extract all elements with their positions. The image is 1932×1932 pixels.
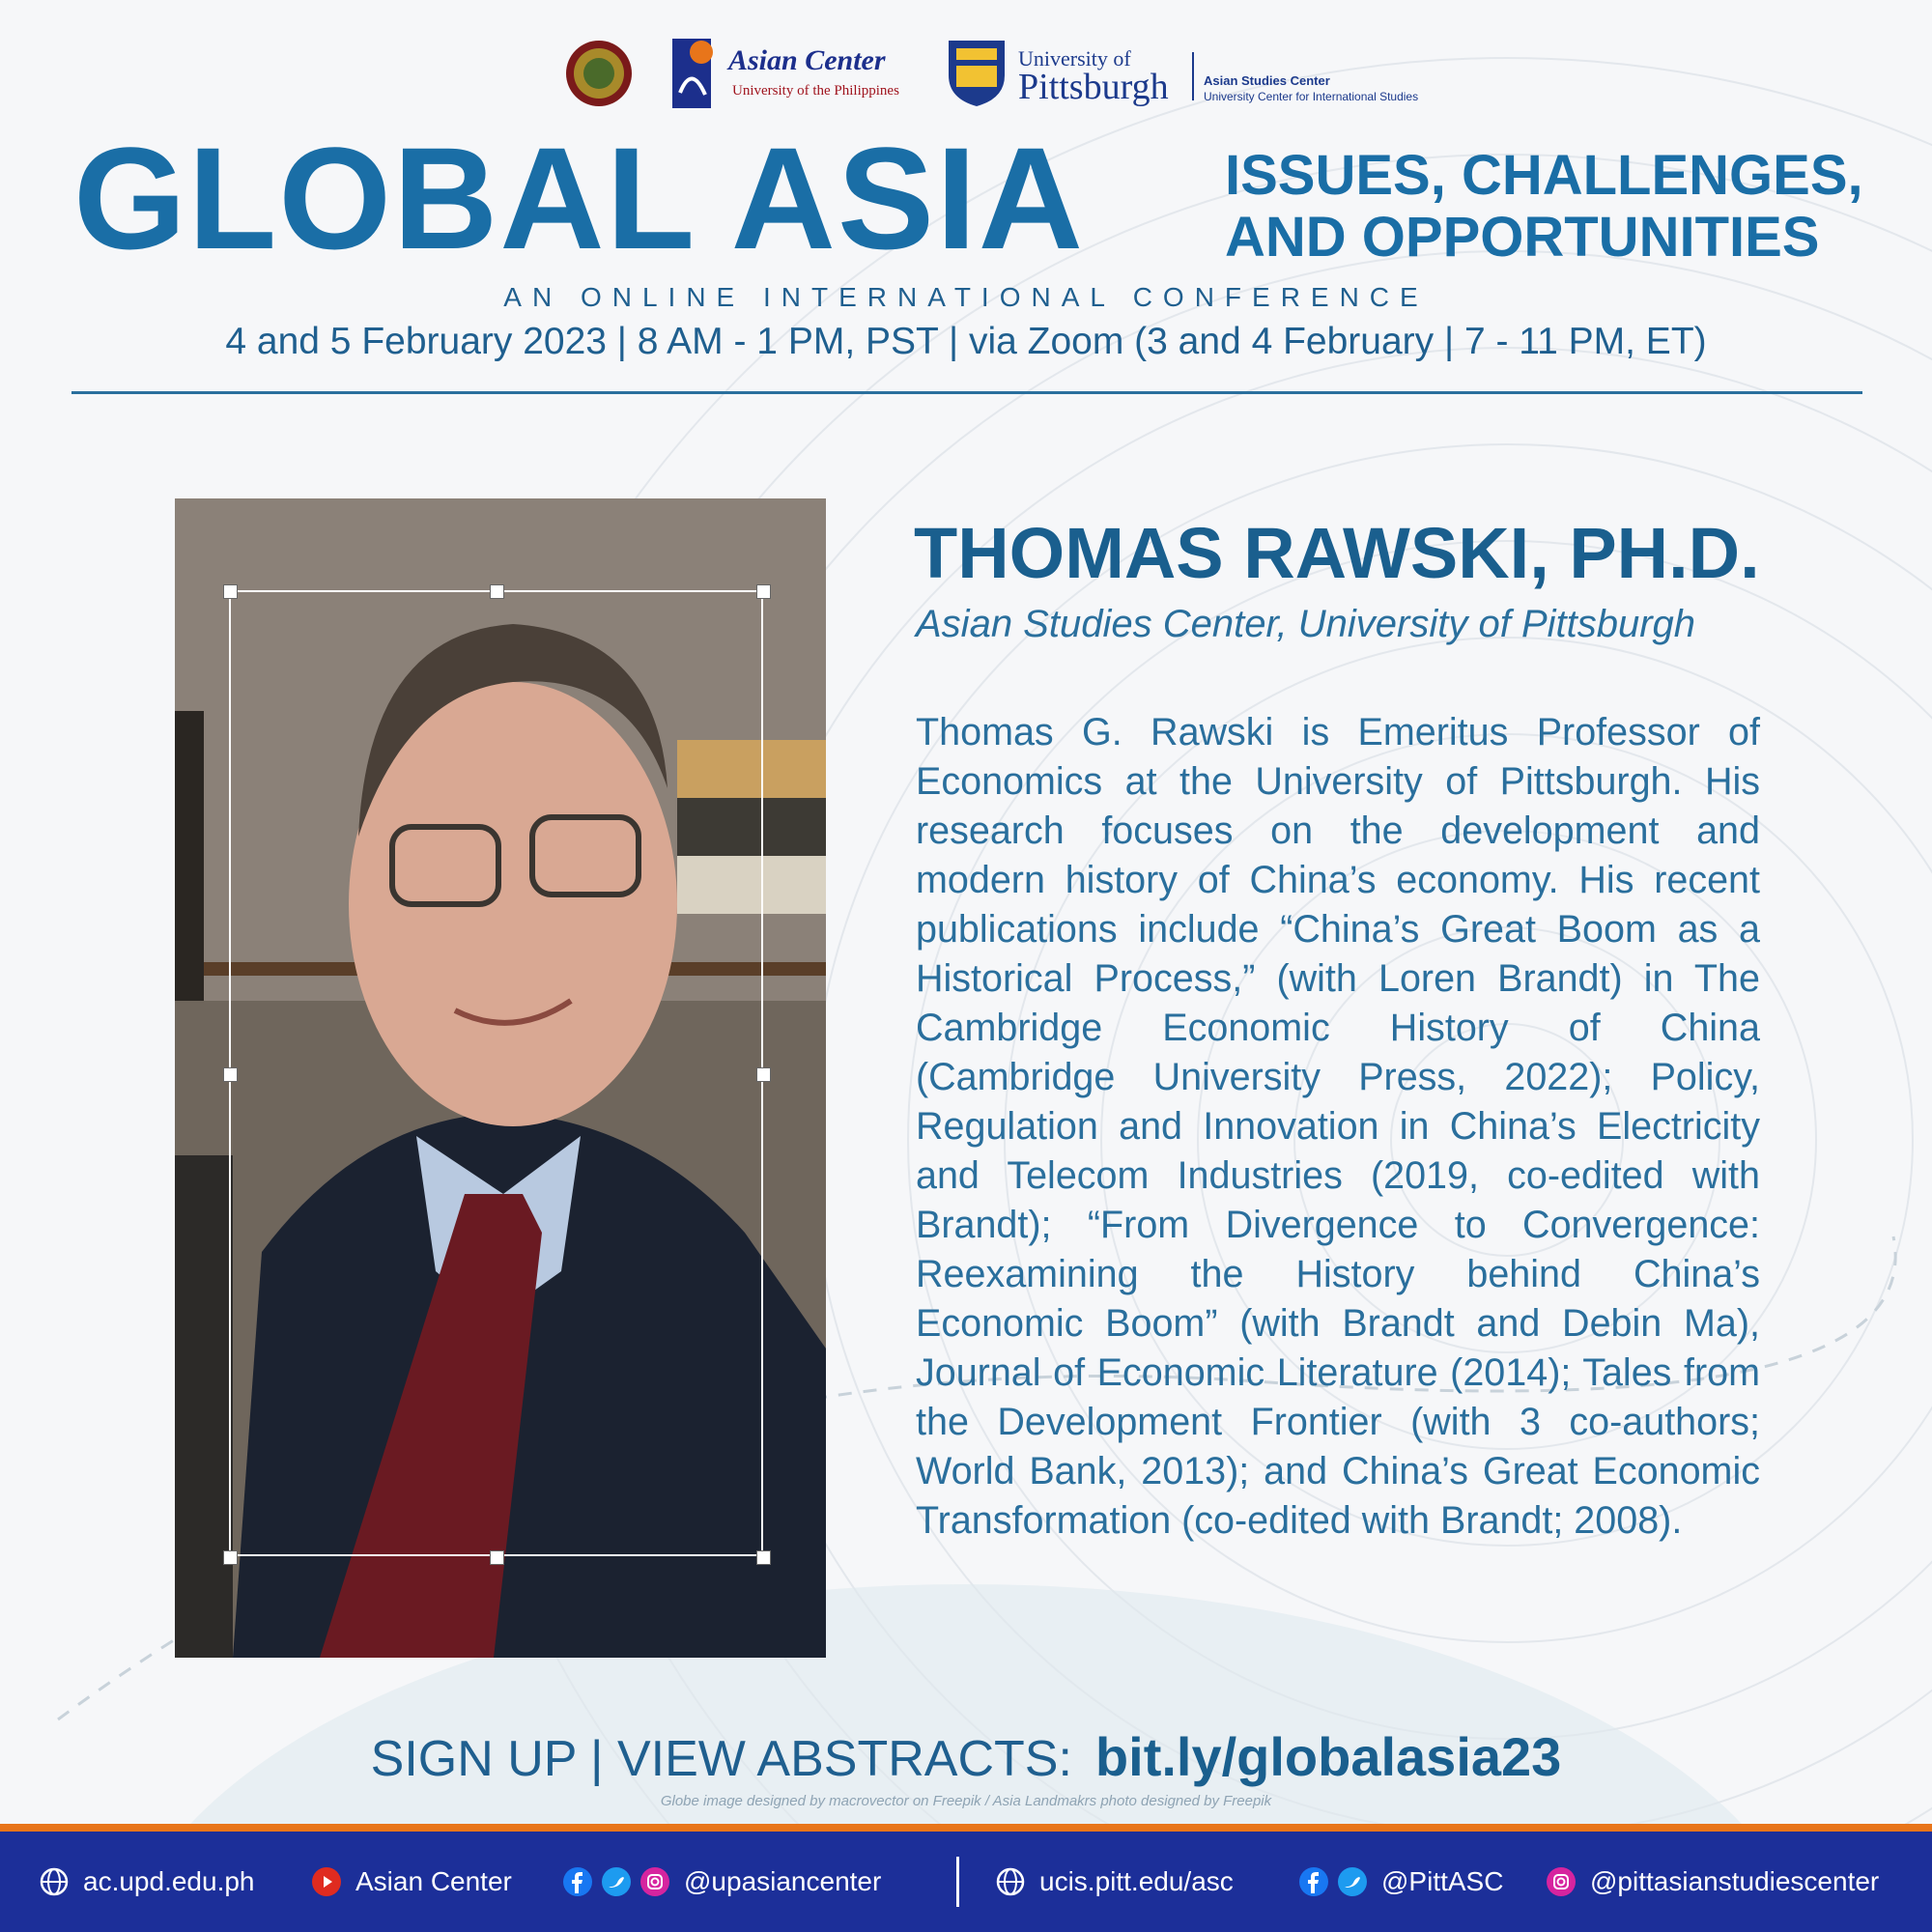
speaker-affiliation: Asian Studies Center, University of Pittsburgh — [916, 603, 1696, 645]
pitt-name: Pittsburgh — [1018, 67, 1169, 107]
footer-ac-website[interactable] — [39, 1864, 255, 1899]
speaker-name: THOMAS RAWSKI, PH.D. — [914, 513, 1760, 593]
crop-handle-middle-right[interactable] — [756, 1067, 771, 1082]
facebook-icon — [562, 1866, 593, 1897]
subtitle-line-2: AND OPPORTUNITIES — [1225, 206, 1820, 269]
footer-accent-bar — [0, 1824, 1932, 1832]
pitt-crest-icon — [947, 37, 1007, 108]
footer-pitt-website[interactable] — [995, 1864, 1234, 1899]
crop-selection-frame[interactable] — [229, 590, 763, 1556]
asian-center-logo — [672, 35, 914, 112]
footer-pitt-social[interactable] — [1298, 1864, 1503, 1899]
footer-separator — [956, 1857, 959, 1907]
conference-subtitle — [1225, 145, 1863, 269]
pitt-website-label: ucis.pitt.edu/asc — [1039, 1866, 1234, 1896]
pitt-center-name: Asian Studies Center — [1204, 73, 1330, 88]
conference-type: AN ONLINE INTERNATIONAL CONFERENCE — [503, 282, 1429, 312]
ac-website-label: ac.upd.edu.ph — [83, 1866, 255, 1896]
logo-bar — [0, 35, 1932, 114]
conference-title: GLOBAL ASIA — [73, 117, 1086, 279]
footer-ac-social[interactable] — [562, 1864, 881, 1899]
crop-handle-middle-left[interactable] — [223, 1067, 238, 1082]
asian-center-mark — [672, 35, 723, 112]
crop-handle-top-center[interactable] — [490, 584, 504, 599]
crop-handle-top-right[interactable] — [756, 584, 771, 599]
pitt-handle-label: @PittASC — [1381, 1866, 1504, 1896]
globe-icon — [39, 1866, 70, 1897]
crop-handle-top-left[interactable] — [223, 584, 238, 599]
up-seal-logo — [564, 39, 634, 108]
pitt-logo — [947, 37, 1468, 114]
asian-center-name: Asian Center — [728, 44, 886, 76]
footer-pitt-instagram[interactable] — [1546, 1864, 1879, 1899]
instagram-icon — [1546, 1866, 1577, 1897]
asian-center-subtitle: University of the Philippines — [732, 83, 899, 99]
speaker-bio: Thomas G. Rawski is Emeritus Professor of Economics at the University of Pittsburgh. His research focuses on the development and modern history of China’s economy. His recent publications include “China’s Great Boom as a Historical Process,” (with Loren Brandt) in The Cambridge Economic History of China (Cambridge University Press, 2022); Policy, Regulation and Innovation in China’s Electricity and Telecom Industries (2019, co-edited with Brandt); “From Divergence to Convergence: Reexamining the History behind China’s Economic Boom” (with Brandt and Debin Ma), Journal of Economic Literature (2014); Tales from the Development Frontier (with 3 co-authors; World Bank, 2013); and China’s Great Economic Transformation (co-edited with Brandt; 2008). — [916, 711, 1760, 1542]
pitt-instagram-label: @pittasianstudiescenter — [1590, 1866, 1880, 1896]
date-time-line: 4 and 5 February 2023 | 8 AM - 1 PM, PST | via Zoom (3 and 4 February | 7 - 11 PM, ET) — [225, 321, 1707, 362]
ac-youtube-label: Asian Center — [355, 1866, 512, 1896]
youtube-icon — [311, 1866, 342, 1897]
crop-handle-bottom-left[interactable] — [223, 1550, 238, 1565]
signup-label: SIGN UP | VIEW ABSTRACTS: — [370, 1731, 1072, 1787]
pitt-divider — [1192, 52, 1194, 100]
globe-icon — [995, 1866, 1026, 1897]
twitter-icon — [601, 1866, 632, 1897]
pitt-university-of: University of — [1018, 46, 1131, 71]
image-credit: Globe image designed by macrovector on Freepik / Asia Landmakrs photo designed by Freepik — [660, 1793, 1272, 1809]
instagram-icon — [639, 1866, 670, 1897]
signup-line — [0, 1725, 1932, 1788]
pitt-ucis-name: University Center for International Studies — [1204, 90, 1419, 103]
crop-handle-bottom-center[interactable] — [490, 1550, 504, 1565]
subtitle-line-1: ISSUES, CHALLENGES, — [1225, 144, 1863, 207]
facebook-icon — [1298, 1866, 1329, 1897]
twitter-icon — [1337, 1866, 1368, 1897]
footer-ac-youtube[interactable] — [311, 1864, 512, 1899]
ac-handle-label: @upasiancenter — [684, 1866, 882, 1896]
crop-handle-bottom-right[interactable] — [756, 1550, 771, 1565]
signup-link[interactable]: bit.ly/globalasia23 — [1094, 1726, 1562, 1787]
speaker-photo — [175, 498, 826, 1658]
footer — [0, 1832, 1932, 1932]
header-divider — [71, 391, 1862, 394]
